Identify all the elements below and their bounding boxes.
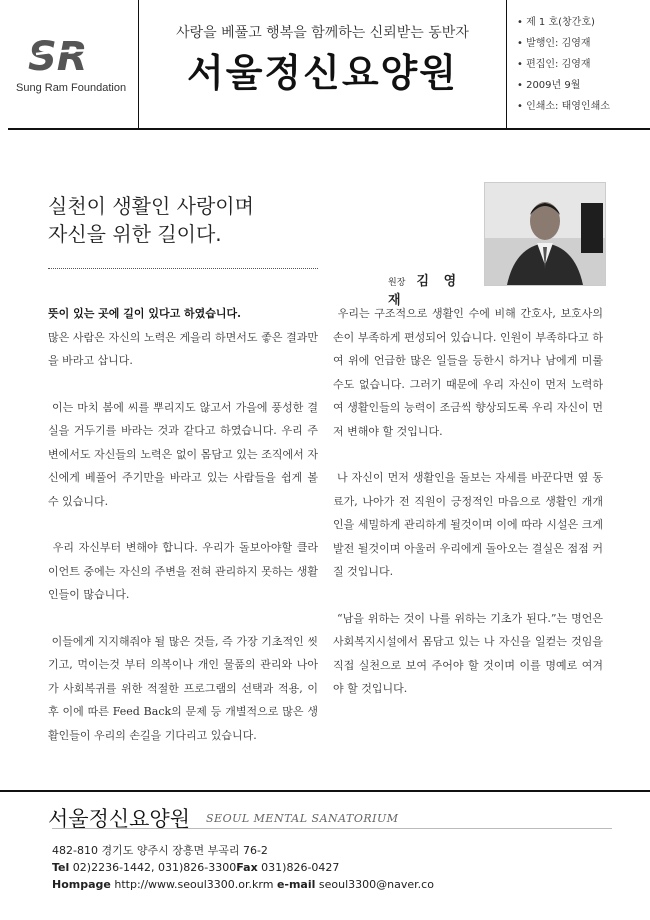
publish-date: • 2009년 9월: [517, 75, 610, 96]
issue-number: • 제 1 호(창간호): [517, 12, 610, 33]
author-photo: [484, 182, 606, 286]
paragraph-text: 이들에게 지지해줘야 될 많은 것들, 즉 가장 기초적인 씻기고, 먹이는것 부터 의복이나 개인 물품의 관리와 나아가 사회복귀를 위한 적절한 프로그램의 선택과 적용, 이후 이에 따른 Feed Back의 문제 등 개별적으로 많은 생활인들이 우리의 손길을 기다리고 있습니다.: [48, 634, 318, 742]
paragraph-text: 나 자신이 먼저 생활인을 돌보는 자세를 바꾼다면 옆 동료가, 나아가 전 직원이 긍정적인 마음으로 생활인 개개인을 세밀하게 관리하게 될것이며 이에 따라 시설은 크게 발전 될것이며 아울러 우리에게 돌아오는 결실은 점점 커질 것입니다.: [333, 471, 603, 578]
headline-line-2: 자신을 위한 길이다.: [48, 222, 222, 246]
fax-label: Fax: [236, 861, 258, 874]
newsletter-title: 서울정신요양원: [187, 50, 458, 95]
paragraph-text: “남을 위하는 것이 나를 위하는 기초가 된다.”는 명언은 사회복지시설에서 몸담고 있는 나 자신을 일컫는 것임을 직접 실천으로 보여 주어야 할 것이며 이를 명예로 여겨야 할 것입니다.: [333, 611, 603, 695]
fax-value: 031)826-0427: [261, 861, 340, 874]
email-link[interactable]: seoul3300@naver.co: [318, 878, 434, 891]
paragraph: [333, 302, 603, 443]
paragraph-text: 이는 마치 봄에 씨를 뿌리지도 않고서 가을에 풍성한 결실을 거두기를 바라는 것과 같다고 하였습니다. 우리 주변에서도 자신들의 노력은 없이 몸담고 있는 조직에서 자신에게 베풀어 주기만을 바라고 있는 사람들을 쉽게 볼 수 있습니다.: [48, 400, 318, 508]
footer-underline: [52, 828, 612, 831]
paragraph: [48, 302, 318, 373]
slogan: 사랑을 베풀고 행복을 함께하는 신뢰받는 동반자: [176, 25, 469, 41]
author-role: 원장: [388, 278, 406, 288]
masthead: [8, 0, 650, 130]
contact-info: [52, 842, 434, 893]
web-line: [52, 876, 434, 893]
sr-logo: [26, 34, 126, 76]
publisher: • 발행인: 김영재: [517, 33, 610, 54]
homepage-link[interactable]: http://www.seoul3300.or.krm: [114, 878, 274, 891]
paragraph: [48, 396, 318, 514]
paragraph-lead: 뜻이 있는 곳에 길이 있다고 하였습니다.: [48, 307, 241, 320]
logo-area: [8, 0, 139, 128]
title-area: [139, 0, 507, 128]
publication-info: [507, 0, 650, 128]
printer: • 인쇄소: 태영인쇄소: [517, 96, 610, 117]
paragraph: [333, 466, 603, 584]
paragraph: [48, 630, 318, 748]
divider: [48, 268, 318, 269]
footer-title: 서울정신요양원: [48, 807, 191, 831]
headline-line-1: 실천이 생활인 사랑이며: [48, 194, 254, 218]
paragraph-text: 많은 사람은 자신의 노력은 게을리 하면서도 좋은 결과만을 바라고 삽니다.: [48, 330, 318, 367]
paragraph: [48, 536, 318, 607]
address: 482-810 경기도 양주시 장흥면 부곡리 76-2: [52, 844, 268, 857]
logo-text: SR: [28, 34, 88, 76]
article-left-column: [48, 302, 318, 770]
article-headline: [48, 192, 468, 248]
paragraph-text: 우리는 구조적으로 생활인 수에 비해 간호사, 보호사의 손이 부족하게 편성되어 있습니다. 인원이 부족하다고 하여 위에 언급한 많은 일들을 등한시 하거나 남에게 미룰 수도 없습니다. 그러기 때문에 우리 자신이 먼저 노력하여 생활인들의 능력이 조금씩 향상되도록 우리 자신이 먼저 변해야 할 것입니다.: [333, 307, 604, 438]
editor: • 편집인: 김영재: [517, 54, 610, 75]
footer-subtitle: SEOUL MENTAL SANATORIUM: [206, 812, 399, 825]
paragraph: [333, 607, 603, 701]
article-right-column: [333, 302, 603, 724]
footer-divider: [0, 790, 650, 792]
logo-caption: Sung Ram Foundation: [16, 82, 127, 94]
paragraph-text: 우리 자신부터 변해야 합니다. 우리가 돌보아야할 클라이언트 중에는 자신의 주변을 전혀 관리하지 못하는 생활인들이 많습니다.: [48, 541, 319, 601]
homepage-label: Hompage: [52, 878, 111, 891]
tel-label: Tel: [52, 861, 70, 874]
phone-fax-line: [52, 859, 434, 876]
email-label: e-mail: [276, 878, 316, 891]
author-name: 김 영 재: [388, 274, 462, 308]
tel-value: 02)2236-1442, 031)826-3300: [72, 861, 237, 874]
